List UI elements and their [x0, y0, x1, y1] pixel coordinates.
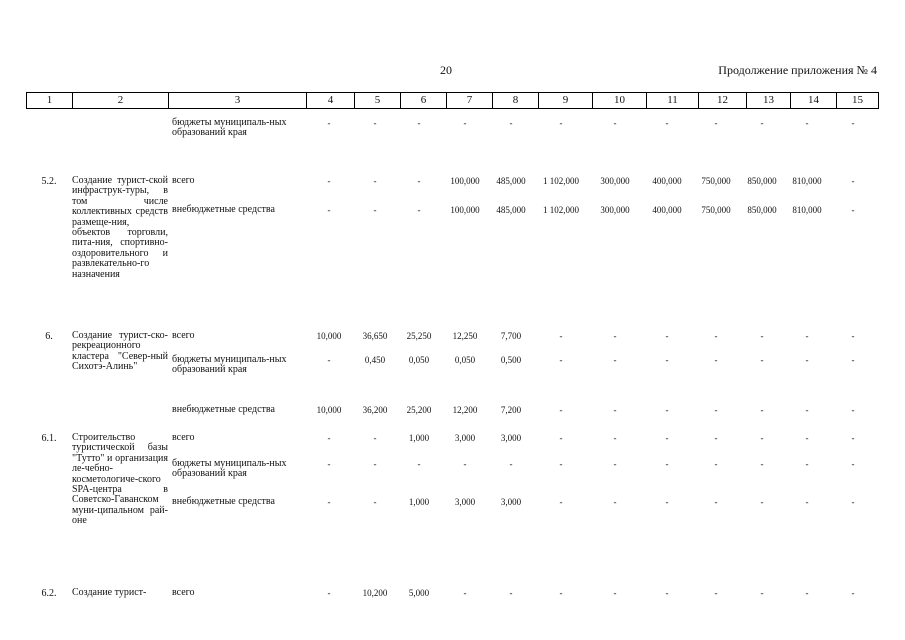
value-cell: - [613, 405, 617, 415]
value-cell: - [327, 459, 331, 469]
value-cell: 750,000 [701, 205, 731, 215]
value-cell: - [805, 433, 809, 443]
value-cell: - [760, 118, 764, 128]
value-cell: 400,000 [652, 176, 682, 186]
value-cell: - [373, 118, 377, 128]
column-header-2: 2 [73, 93, 169, 109]
value-cell: - [463, 459, 467, 469]
value-cell: - [665, 433, 669, 443]
continuation-label: Продолжение приложения № 4 [718, 63, 877, 77]
value-cell: 100,000 [450, 176, 480, 186]
value-cell: 485,000 [496, 176, 526, 186]
value-cell: - [805, 497, 809, 507]
funding-source: всего [172, 432, 195, 443]
column-header-13: 13 [747, 93, 791, 109]
column-header-3: 3 [169, 93, 307, 109]
value-cell: 850,000 [747, 205, 777, 215]
value-cell: - [714, 459, 718, 469]
value-cell: 810,000 [792, 205, 822, 215]
column-header-row [26, 92, 879, 109]
column-header-15: 15 [837, 93, 879, 109]
column-header-12: 12 [699, 93, 747, 109]
value-cell: - [327, 588, 331, 598]
value-cell: 5,000 [408, 588, 430, 598]
value-cell: - [760, 588, 764, 598]
value-cell: - [373, 205, 377, 215]
value-cell: - [613, 497, 617, 507]
value-cell: - [463, 588, 467, 598]
value-cell: - [665, 331, 669, 341]
value-cell: - [760, 459, 764, 469]
value-cell: 1 102,000 [543, 176, 579, 186]
value-cell: - [760, 355, 764, 365]
value-cell: 1 102,000 [543, 205, 579, 215]
value-cell: - [714, 433, 718, 443]
row-number: 5.2. [41, 176, 57, 187]
value-cell: - [327, 176, 331, 186]
row-number: 6. [45, 331, 53, 342]
value-cell: - [509, 459, 513, 469]
value-cell: - [851, 331, 855, 341]
value-cell: - [559, 588, 563, 598]
funding-source: внебюджетные средства [172, 496, 275, 507]
value-cell: - [714, 588, 718, 598]
value-cell: 7,200 [500, 405, 522, 415]
value-cell: 36,200 [362, 405, 388, 415]
value-cell: 0,050 [408, 355, 430, 365]
value-cell: 3,000 [500, 433, 522, 443]
value-cell: - [851, 176, 855, 186]
value-cell: 400,000 [652, 205, 682, 215]
value-cell: - [665, 118, 669, 128]
value-cell: - [327, 355, 331, 365]
value-cell: - [851, 588, 855, 598]
value-cell: - [805, 405, 809, 415]
value-cell: - [417, 205, 421, 215]
value-cell: 12,200 [452, 405, 478, 415]
value-cell: 850,000 [747, 176, 777, 186]
value-cell: - [714, 497, 718, 507]
value-cell: 0,050 [454, 355, 476, 365]
column-header-7: 7 [447, 93, 493, 109]
row-number: 6.2. [41, 588, 57, 599]
value-cell: - [665, 497, 669, 507]
page-number: 20 [440, 63, 452, 77]
funding-source: всего [172, 330, 195, 341]
value-cell: - [463, 118, 467, 128]
value-cell: - [851, 205, 855, 215]
column-header-6: 6 [401, 93, 447, 109]
value-cell: - [559, 433, 563, 443]
value-cell: 3,000 [500, 497, 522, 507]
value-cell: - [805, 331, 809, 341]
value-cell: 300,000 [600, 205, 630, 215]
row-number: 6.1. [41, 433, 57, 444]
value-cell: 750,000 [701, 176, 731, 186]
value-cell: - [509, 118, 513, 128]
value-cell: - [714, 118, 718, 128]
funding-source: бюджеты муниципаль-ных образований края [172, 117, 287, 139]
value-cell: 1,000 [408, 433, 430, 443]
value-cell: - [851, 459, 855, 469]
value-cell: 3,000 [454, 497, 476, 507]
funding-source: внебюджетные средства [172, 404, 275, 415]
value-cell: - [760, 331, 764, 341]
value-cell: 0,500 [500, 355, 522, 365]
value-cell: - [851, 355, 855, 365]
funding-source: внебюджетные средства [172, 204, 275, 215]
value-cell: - [417, 459, 421, 469]
value-cell: 25,200 [406, 405, 432, 415]
value-cell: 0,450 [364, 355, 386, 365]
column-header-9: 9 [539, 93, 593, 109]
value-cell: - [559, 405, 563, 415]
value-cell: 12,250 [452, 331, 478, 341]
row-name: Создание турист- [72, 587, 147, 598]
value-cell: - [613, 331, 617, 341]
row-name: Создание турист-ско-рекреационного кластера "Север-ный Сихотэ-Алинь" [72, 330, 168, 373]
value-cell: 810,000 [792, 176, 822, 186]
value-cell: - [373, 459, 377, 469]
value-cell: - [714, 405, 718, 415]
value-cell: - [559, 118, 563, 128]
value-cell: - [559, 459, 563, 469]
value-cell: - [327, 497, 331, 507]
value-cell: 10,200 [362, 588, 388, 598]
value-cell: - [327, 118, 331, 128]
value-cell: - [509, 588, 513, 598]
funding-source: бюджеты муниципаль-ных образований края [172, 354, 287, 376]
value-cell: - [613, 433, 617, 443]
value-cell: 485,000 [496, 205, 526, 215]
value-cell: - [805, 459, 809, 469]
value-cell: - [805, 588, 809, 598]
value-cell: 7,700 [500, 331, 522, 341]
value-cell: - [665, 355, 669, 365]
value-cell: - [851, 433, 855, 443]
value-cell: - [613, 588, 617, 598]
value-cell: 300,000 [600, 176, 630, 186]
value-cell: - [760, 497, 764, 507]
funding-source: всего [172, 175, 195, 186]
value-cell: - [805, 118, 809, 128]
value-cell: 100,000 [450, 205, 480, 215]
value-cell: - [417, 176, 421, 186]
row-name: Строительство туристической базы "Тутто" и организация ле-чебно-косметологиче-ского SPA-центра в Советско-Гаванском муни-ципальном рай-оне [72, 432, 168, 527]
value-cell: - [665, 459, 669, 469]
value-cell: - [760, 405, 764, 415]
funding-source: бюджеты муниципаль-ных образований края [172, 458, 287, 480]
column-header-1: 1 [27, 93, 73, 109]
value-cell: - [613, 355, 617, 365]
value-cell: - [714, 331, 718, 341]
value-cell: - [327, 433, 331, 443]
value-cell: - [665, 588, 669, 598]
value-cell: 1,000 [408, 497, 430, 507]
column-header-4: 4 [307, 93, 355, 109]
value-cell: - [760, 433, 764, 443]
value-cell: - [714, 355, 718, 365]
value-cell: - [559, 355, 563, 365]
value-cell: 36,650 [362, 331, 388, 341]
column-header-5: 5 [355, 93, 401, 109]
value-cell: - [665, 405, 669, 415]
column-header-11: 11 [647, 93, 699, 109]
row-name: Создание турист-ской инфраструк-туры, в том числе коллективных средств размеще-ния, объектов торговли, пита-ния, спортивно-оздоровительного и развлекательно-го назначения [72, 175, 168, 280]
value-cell: 10,000 [316, 405, 342, 415]
value-cell: - [373, 497, 377, 507]
value-cell: 3,000 [454, 433, 476, 443]
value-cell: - [559, 497, 563, 507]
value-cell: 25,250 [406, 331, 432, 341]
column-header-10: 10 [593, 93, 647, 109]
value-cell: - [851, 497, 855, 507]
value-cell: - [613, 459, 617, 469]
value-cell: - [373, 176, 377, 186]
value-cell: - [805, 355, 809, 365]
column-header-14: 14 [791, 93, 837, 109]
value-cell: 10,000 [316, 331, 342, 341]
column-header-8: 8 [493, 93, 539, 109]
funding-source: всего [172, 587, 195, 598]
value-cell: - [851, 118, 855, 128]
value-cell: - [373, 433, 377, 443]
value-cell: - [851, 405, 855, 415]
value-cell: - [327, 205, 331, 215]
value-cell: - [559, 331, 563, 341]
value-cell: - [613, 118, 617, 128]
value-cell: - [417, 118, 421, 128]
